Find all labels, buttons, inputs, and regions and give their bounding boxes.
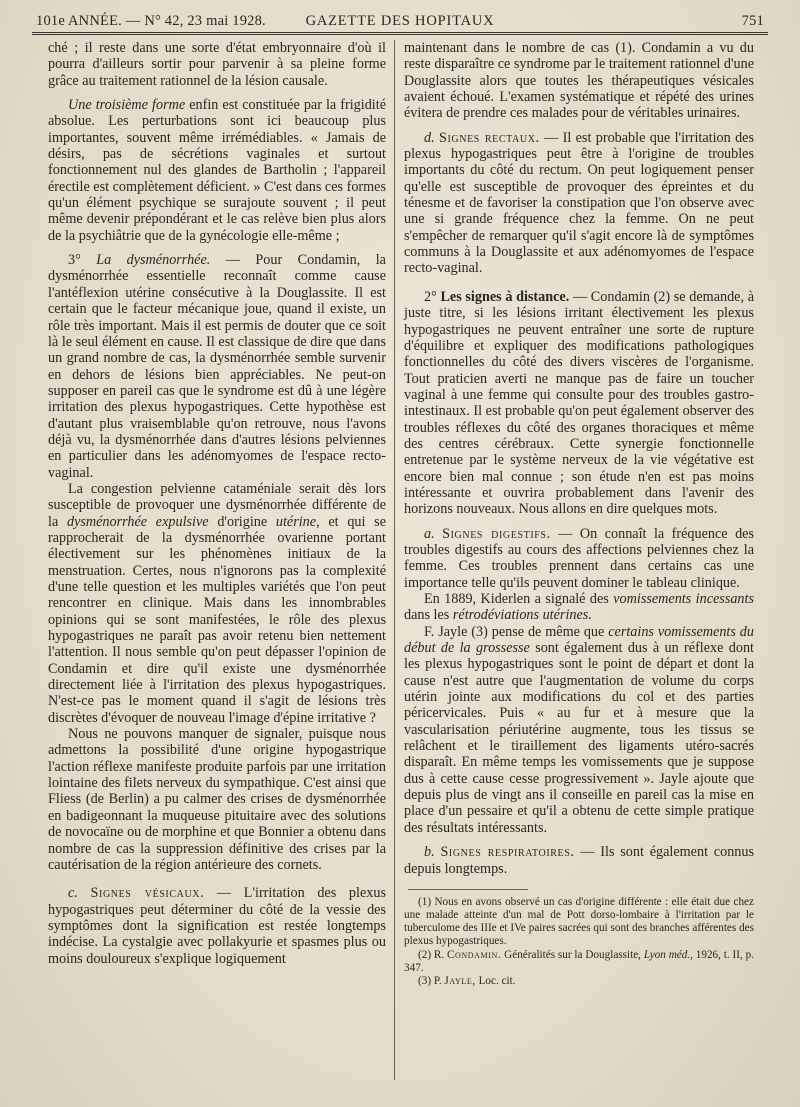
subsection-title: Signes respiratoires. xyxy=(440,844,575,861)
footnote: (1) Nous en avons observé un cas d'origine différente : elle était due chez une malade atteinte d'un mal de Pott dorso-lombaire à l'irritation par le tuberculome des IIIe et IVe paires sacrées qui sont des branches afférentes des plexus hypogastriques. xyxy=(404,895,754,948)
paragraph: Nous ne pouvons manquer de signaler, puisque nous admettons la possibilité d'une origine hypogastrique l'action réflexe manifeste produite parfois par une irritation lointaine des filets nerveux du sympathique. C'est ainsi que Fliess (de Berlin) a pu calmer des crises de dysménorrhée en badigeonnant la muqueuse pituitaire avec des solutions de novocaïne ou de morphine et que Bonnier a obtenu dans nombre de cas la suppression définitive des crises par la cautérisation de la région antérieure des cornets. xyxy=(48,726,386,873)
paragraph: En 1889, Kiderlen a signalé des vomissements incessants dans les rétrodéviations utérines. xyxy=(404,591,754,624)
subsection-title: Signes rectaux. xyxy=(439,129,540,146)
paragraph: Une troisième forme enfin est constituée par la frigidité absolue. Les perturbations sont ici beaucoup plus importantes, souvent même irrémédiables. « Jamais de désirs, pas de sécrétions vaginales et surtout fonctionnement nul des glandes de Bartholin ; l'appareil érectile est complètement déficient. » C'est dans ces formes qu'un élément psychique se surajoute souvent ; il peut même devenir prépondérant et le cas relève bien plus alors de la psychiâtrie que de la gynécologie elle-même ; xyxy=(48,97,386,244)
paragraph: ché ; il reste dans une sorte d'état embryonnaire d'où il pourra d'ailleurs sortir pour parvenir à sa pleine forme grâce au traitement rationnel de la lésion causale. xyxy=(48,40,386,89)
subsection-paragraph: d. Signes rectaux. — Il est probable que l'irritation des plexus hypogastriques peut être à l'origine de troubles importants du côté du rectum. On peut logiquement penser qu'elle est susceptible de provoquer des épreintes et du ténesme et de favoriser la constipation que l'on observe avec une si grande fréquence chez la femme. On ne peut s'empêcher de remarquer qu'il s'agit encore là de symptômes communs à la Douglassite et aux adénomyomes de l'espace recto-vaginal. xyxy=(404,129,755,277)
subsection-title: Signes digestifs. xyxy=(442,525,551,542)
footnote-rule xyxy=(408,889,528,890)
journal-title: GAZETTE DES HOPITAUX xyxy=(305,13,495,29)
footnote: (3) P. Jayle, Loc. cit. xyxy=(418,975,516,988)
column-divider xyxy=(394,40,395,1080)
paragraph: La congestion pelvienne cataméniale serait dès lors susceptible de provoquer une dysménorrhée différente de la dysménorrhée expulsive d'origine utérine, et qui se rapprocherait de la dysménorrhée ovarienne portant électivement sur les phénomènes initiaux de la menstruation. Certes, nous n'ignorons pas la complexité d'une telle question et les multiples variétés que l'on peut rencontrer en clinique. Mais dans les innombrables opinions qui se sont manifestées, le rôle des plexus hypogastriques ne paraît pas avoir retenu bien nettement l'attention. Il nous semble qu'on peut dépasser l'opinion de Condamin et dire qu'il existe une dysménorrhée directement liée à l'irritation des plexus hypogastriques. N'est-ce pas le moment quand il s'agit de lésions très discrètes d'évoquer de nouveau l'image d'épine irritative ? xyxy=(48,480,386,726)
right-column xyxy=(404,40,754,988)
paragraph: maintenant dans le nombre de cas (1). Condamin a vu du reste disparaître ce syndrome par le traitement rationnel d'une Douglassite alors que toutes les thérapeutiques vésicales avaient échoué. L'examen systématique et répété des urines évitera de prendre ces malades pour de véritables urinaires. xyxy=(404,40,755,122)
subsection-title: Signes vésicaux. xyxy=(90,885,205,902)
italic-lead: Une troisième forme xyxy=(68,97,186,114)
subsection-paragraph: b. Signes respiratoires. — Ils sont également connus depuis longtemps. xyxy=(404,844,755,877)
section-heading-paragraph: 2° Les signes à distance. — Condamin (2) se demande, à juste titre, si les lésions irritant électivement les plexus hypogastriques ne peuvent entraîner une sorte de rupture d'équilibre et expliquer des modifications pathologiques fonctionnelles du côté des divers viscères de l'organisme. Tout praticien averti ne manque pas de faire un toucher vaginal à une femme qui consulte pour des troubles gastro-intestinaux. Il est probable qu'on peut également observer des troubles réflexes du côté des organes thoraciques et même des centres cérébraux. Cette synergie fonctionnelle entretenue par le système nerveux de la vie végétative est encore bien mal connue ; son étude n'en est pas moins intéressante et ouvrira probablement dans l'avenir des horizons nouveaux. Nous allons en dire quelques mots. xyxy=(404,288,754,518)
page-number: 751 xyxy=(741,13,764,29)
running-header xyxy=(36,8,764,30)
paragraph: F. Jayle (3) pense de même que certains vomissements du début de la grossesse sont également dus à un réflexe dont les plexus hypogastriques sont le point de départ et dont la cause n'est autre que l'augmentation de volume du corps utérin jointe aux modifications du col et des parties péricervicales. Puis « au fur et à mesure que la vascularisation périutérine augmente, tous les tissus se relâchent et le tiraillement des ligaments utéro-sacrés disparaît. En même temps les vomissements que je suppose dus à cette cause cesse progressivement ». Jayle ajoute que depuis plus de vingt ans il conseille en pareil cas la mise en place d'un pessaire et qu'il a obtenu de cette simple pratique des résultats intéressants. xyxy=(404,623,754,836)
issue-info: 101e ANNÉE. — N° 42, 23 mai 1928. xyxy=(36,13,266,29)
section-title: Les signes à distance. xyxy=(440,288,570,305)
section-title: La dysménorrhée. xyxy=(96,252,211,269)
subsection-paragraph: a. Signes digestifs. — On connaît la fréquence des troubles digestifs au cours des affections pelviennes chez la femme. Ces troubles prennent dans certains cas une importance telle qu'ils peuvent dominer le tableau clinique. xyxy=(404,525,755,591)
header-rule xyxy=(32,32,768,35)
section-heading-paragraph: 3° La dysménorrhée. — Pour Condamin, la dysménorrhée essentielle reconnaît comme cause l'antéflexion utérine consécutive à la Douglassite. Il est certain que le facteur mécanique joue, quand il existe, un rôle très important. Mais il est permis de douter que ce soit là le seul élément en cause. Il est classique de dire que dans un grand nombre de cas, la dysménorrhée semble survenir en dehors de lésions bien appréciables. Ne peut-on supposer en pareil cas que le syndrome est dû à une légère irritation des plexus hypogastriques. Cette hypothèse est d'autant plus vraisemblable qu'on retrouve, nous l'avons déjà vu, la dysménorrhée dans d'autres lésions pelviennes en particulier dans les adénomyomes de l'espace recto-vaginal. xyxy=(48,252,386,481)
footnote: (2) R. Condamin. Généralités sur la Douglassite, Lyon méd., 1926, t. II, p. 347. xyxy=(404,948,755,974)
left-column xyxy=(48,40,386,967)
subsection-paragraph: c. Signes vésicaux. — L'irritation des plexus hypogastriques peut déterminer du côté de la vessie des symptômes dont la signification est restée longtemps indécise. La cystalgie avec pollakyurie et spasmes plus ou moins douloureux s'explique logiquement xyxy=(48,885,386,967)
